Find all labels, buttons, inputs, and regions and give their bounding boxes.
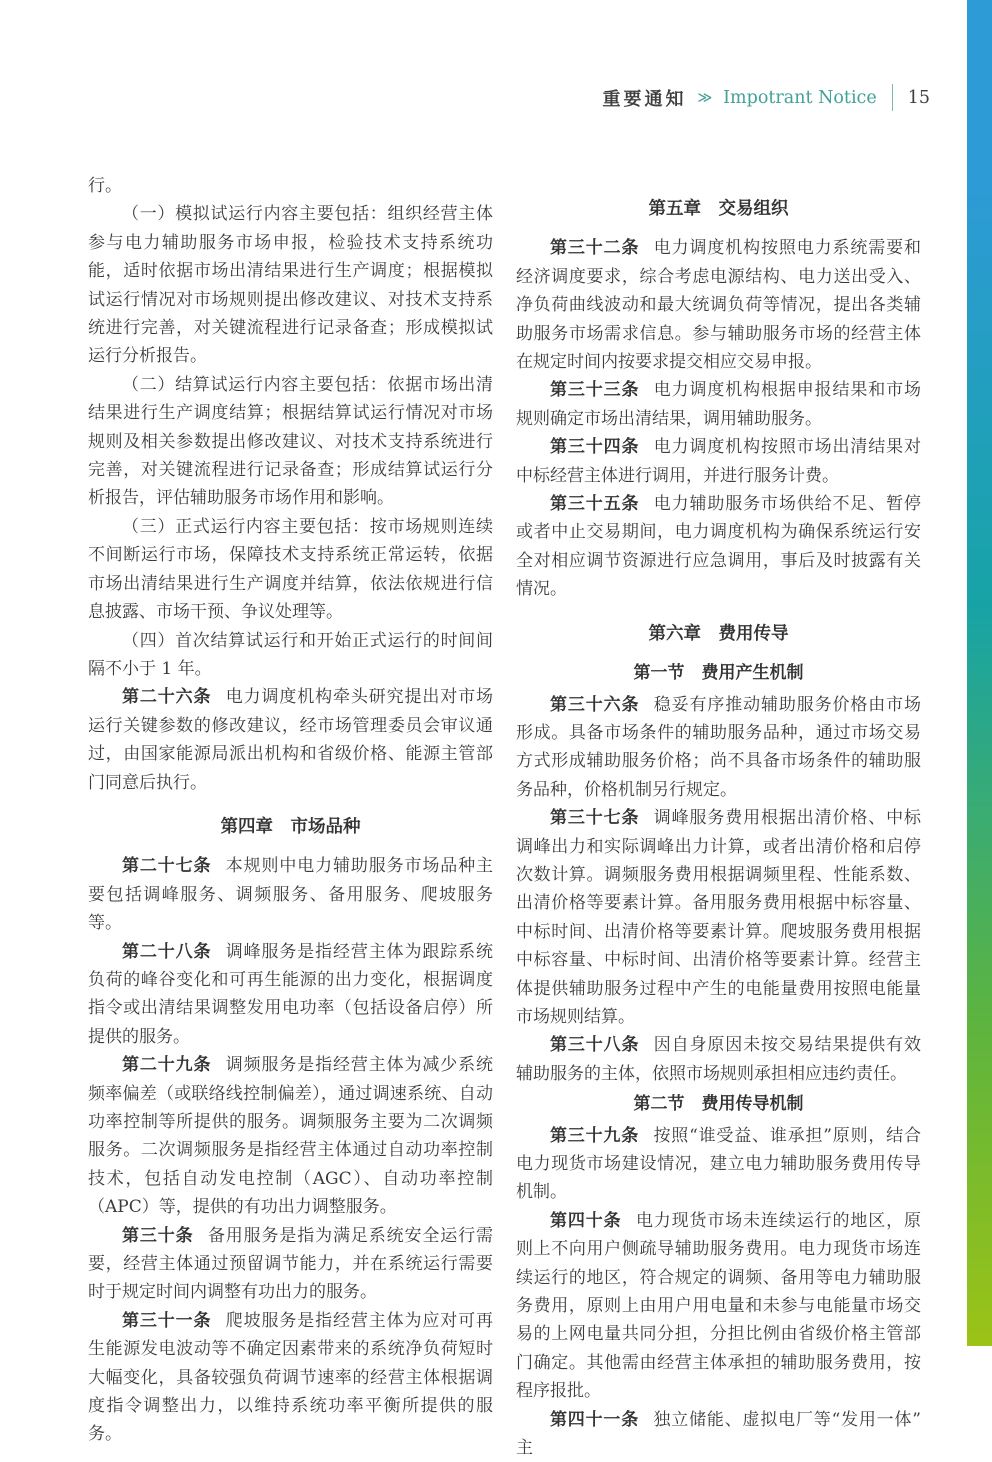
article-paragraph bbox=[516, 1122, 921, 1207]
article-paragraph bbox=[516, 376, 921, 433]
article-paragraph bbox=[88, 1307, 493, 1449]
right-column bbox=[516, 172, 921, 1462]
article-number: 第三十三条 bbox=[550, 380, 640, 401]
article-number: 第三十条 bbox=[122, 1225, 194, 1246]
article-paragraph bbox=[516, 804, 921, 1031]
paragraph-continuation: 行。 bbox=[88, 176, 122, 196]
article-number: 第三十六条 bbox=[550, 694, 640, 715]
chapter-heading: 第五章 交易组织 bbox=[648, 199, 789, 219]
article-text: 电力调度机构牵头研究提出对市场运行关键参数的修改建议，经市场管理委员会审议通过，由国家能源局派出机构和省级价格、能源主管部门同意后执行。 bbox=[88, 687, 494, 793]
article-text: 备用服务是指为满足系统安全运行需要，经营主体通过预留调节能力，并在系统运行需要时于规定时间内调整有功出力的服务。 bbox=[88, 1225, 494, 1303]
article-number: 第三十五条 bbox=[550, 494, 640, 515]
document-body bbox=[88, 172, 921, 1462]
page-header bbox=[0, 84, 930, 111]
article-paragraph bbox=[516, 234, 921, 376]
left-column bbox=[88, 172, 493, 1462]
header-divider bbox=[892, 84, 893, 111]
article-text: 因自身原因未按交易结果提供有效辅助服务的主体，依照市场规则承担相应违约责任。 bbox=[516, 1035, 922, 1084]
article-number: 第三十一条 bbox=[122, 1310, 212, 1331]
article-paragraph bbox=[88, 1222, 493, 1307]
header-section-title-en: Impotrant Notice bbox=[723, 87, 877, 108]
article-text: 电力现货市场未连续运行的地区，原则上不向用户侧疏导辅助服务费用。电力现货市场连续运行的地区，符合规定的调频、备用等电力辅助服务费用，原则上由用户用电量和未参与电能量市场交易的上网电量共同分担，分担比例由省级价格主管部门确定。其他需由经营主体承担的辅助服务费用，按程序报批。 bbox=[516, 1210, 922, 1402]
article-number: 第三十二条 bbox=[550, 238, 640, 259]
article-paragraph bbox=[516, 1207, 921, 1406]
article-paragraph bbox=[516, 433, 921, 490]
article-text: 按照“谁受益、谁承担”原则，结合电力现货市场建设情况，建立电力辅助服务费用传导机制。 bbox=[516, 1125, 921, 1203]
section-heading: 第一节 费用产生机制 bbox=[633, 663, 804, 684]
chapter-heading: 第六章 费用传导 bbox=[648, 623, 789, 644]
header-section-title-zh: 重要通知 bbox=[602, 88, 687, 110]
article-number: 第四十一条 bbox=[550, 1409, 640, 1430]
section-heading: 第二节 费用传导机制 bbox=[633, 1094, 804, 1115]
chapter-heading: 第四章 市场品种 bbox=[220, 816, 361, 837]
article-text: 稳妥有序推动辅助服务价格由市场形成。具备市场条件的辅助服务品种，通过市场交易方式形成辅助服务价格；尚不具备市场条件的辅助服务品种，价格机制另行规定。 bbox=[516, 694, 922, 800]
double-chevron-icon: ≫ bbox=[697, 88, 713, 107]
article-text: 调峰服务是指经营主体为跟踪系统负荷的峰谷变化和可再生能源的出力变化，根据调度指令或出清结果调整发用电功率（包括设备启停）所提供的服务。 bbox=[88, 941, 494, 1047]
article-paragraph bbox=[516, 1406, 921, 1462]
article-text: 本规则中电力辅助服务市场品种主要包括调峰服务、调频服务、备用服务、爬坡服务等。 bbox=[88, 856, 494, 934]
article-number: 第三十四条 bbox=[550, 437, 640, 458]
paragraph: （二）结算试运行内容主要包括：依据市场出清结果进行生产调度结算；根据结算试运行情况对市场规则及相关参数提出修改建议、对技术支持系统进行完善，对关键流程进行记录备查；形成结算试运行分析报告，评估辅助服务市场作用和影响。 bbox=[88, 374, 493, 509]
article-paragraph bbox=[88, 938, 493, 1052]
article-paragraph bbox=[516, 1031, 921, 1088]
paragraph: （一）模拟试运行内容主要包括：组织经营主体参与电力辅助服务市场申报，检验技术支持系统功能，适时依据市场出清结果进行生产调度；根据模拟试运行情况对市场规则提出修改建议、对技术支持系统进行完善，对关键流程进行记录备查；形成模拟试运行分析报告。 bbox=[88, 204, 493, 367]
paragraph: （三）正式运行内容主要包括：按市场规则连续不间断运行市场，保障技术支持系统正常运转，依据市场出清结果进行生产调度并结算，依法依规进行信息披露、市场干预、争议处理等。 bbox=[88, 516, 493, 623]
article-number: 第三十九条 bbox=[550, 1125, 640, 1146]
article-number: 第三十八条 bbox=[550, 1035, 640, 1056]
article-paragraph bbox=[88, 852, 493, 937]
article-number: 第四十条 bbox=[550, 1210, 622, 1231]
article-paragraph bbox=[88, 1051, 493, 1221]
paragraph: （四）首次结算试运行和开始正式运行的时间间隔不小于 1 年。 bbox=[88, 630, 493, 679]
article-text: 调峰服务费用根据出清价格、中标调峰出力和实际调峰出力计算，或者出清价格和启停次数计算。调频服务费用根据调频里程、性能系数、出清价格等要素计算。备用服务费用根据中标容量、中标时间、出清价格等要素计算。爬坡服务费用根据中标容量、中标时间、出清价格等要素计算。经营主体提供辅助服务过程中产生的电能量费用按照电能量市场规则结算。 bbox=[516, 808, 922, 1027]
article-text: 独立储能、虚拟电厂等“发用一体”主 bbox=[516, 1409, 921, 1459]
article-number: 第二十九条 bbox=[122, 1055, 212, 1076]
article-text: 电力调度机构根据申报结果和市场规则确定市场出清结果，调用辅助服务。 bbox=[516, 380, 922, 429]
article-number: 第二十六条 bbox=[122, 687, 212, 708]
page-number: 15 bbox=[907, 87, 930, 108]
article-paragraph bbox=[516, 691, 921, 805]
article-text: 爬坡服务是指经营主体为应对可再生能源发电波动等不确定因素带来的系统净负荷短时大幅变化，具备较强负荷调节速率的经营主体根据调度指令调整出力，以维持系统功率平衡所提供的服务。 bbox=[88, 1310, 494, 1445]
article-text: 电力辅助服务市场供给不足、暂停或者中止交易期间，电力调度机构为确保系统运行安全对相应调节资源进行应急调用，事后及时披露有关情况。 bbox=[516, 494, 922, 600]
article-paragraph bbox=[88, 683, 493, 797]
article-text: 调频服务是指经营主体为减少系统频率偏差（或联络线控制偏差），通过调速系统、自动功率控制等所提供的服务。调频服务主要为二次调频服务。二次调频服务是指经营主体通过自动功率控制技术，包括自动发电控制（AGC）、自动功率控制（APC）等，提供的有功出力调整服务。 bbox=[88, 1055, 494, 1218]
article-number: 第二十八条 bbox=[122, 941, 212, 962]
article-text: 电力调度机构按照电力系统需要和经济调度要求，综合考虑电源结构、电力送出受入、净负荷曲线波动和最大统调负荷等情况，提出各类辅助服务市场需求信息。参与辅助服务市场的经营主体在规定时间内按要求提交相应交易申报。 bbox=[516, 238, 922, 373]
article-paragraph bbox=[516, 490, 921, 604]
article-text: 电力调度机构按照市场出清结果对中标经营主体进行调用，并进行服务计费。 bbox=[516, 437, 922, 486]
edge-gradient-bar bbox=[967, 0, 992, 1346]
article-number: 第二十七条 bbox=[122, 856, 212, 877]
article-number: 第三十七条 bbox=[550, 808, 640, 829]
